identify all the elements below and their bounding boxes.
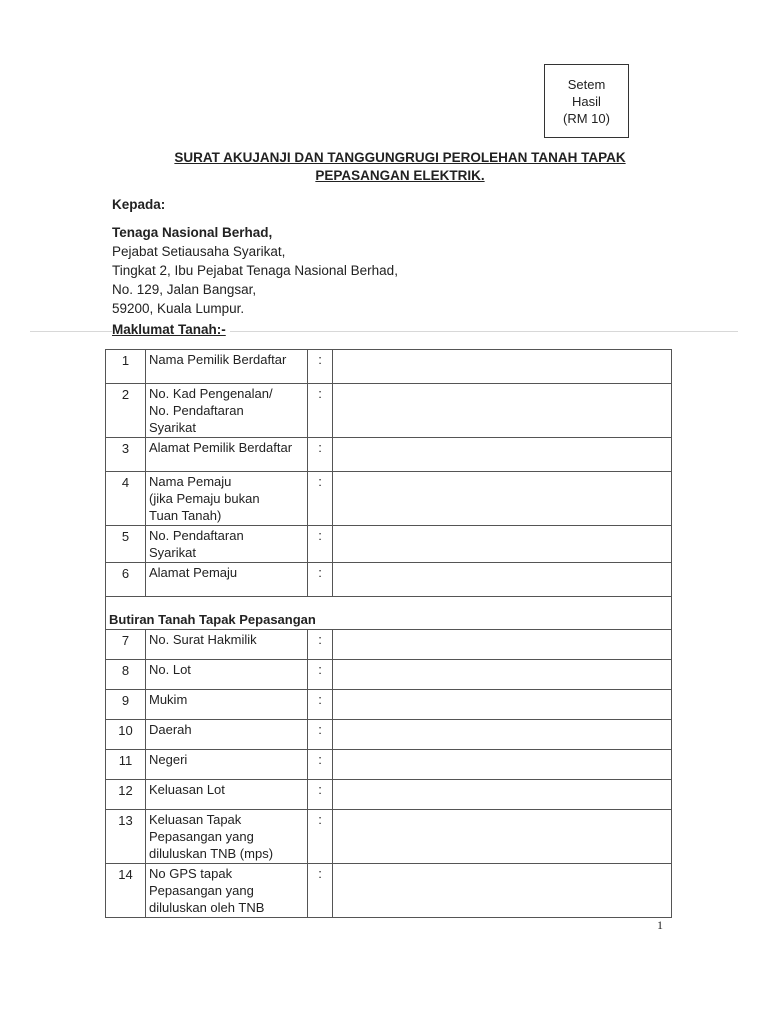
- recipient-heading: Kepada:: [112, 197, 166, 212]
- field-value-blank[interactable]: [333, 690, 672, 720]
- colon-separator: :: [308, 350, 333, 384]
- field-label-line: No. Lot: [149, 662, 191, 677]
- field-label-line: Pepasangan yang: [149, 883, 254, 898]
- field-label: [146, 350, 308, 384]
- field-label: [146, 630, 308, 660]
- address-line: 59200, Kuala Lumpur.: [112, 301, 245, 316]
- stamp-line: Hasil: [572, 93, 601, 109]
- field-label: [146, 384, 308, 438]
- form-row: [106, 350, 672, 384]
- row-number: 6: [106, 563, 146, 597]
- field-label-line: Tuan Tanah): [149, 508, 222, 523]
- recipient-address: [112, 223, 398, 318]
- form-row: [106, 472, 672, 526]
- field-label-line: Nama Pemilik Berdaftar: [149, 352, 287, 367]
- field-label-line: Negeri: [149, 752, 188, 767]
- field-label-line: diluluskan TNB (mps): [149, 846, 274, 861]
- colon-separator: :: [308, 750, 333, 780]
- colon-separator: :: [308, 810, 333, 864]
- colon-separator: :: [308, 864, 333, 918]
- row-number: 2: [106, 384, 146, 438]
- field-value-blank[interactable]: [333, 780, 672, 810]
- field-label-line: diluluskan oleh TNB: [149, 900, 265, 915]
- form-row: [106, 864, 672, 918]
- field-label: [146, 780, 308, 810]
- colon-separator: :: [308, 438, 333, 472]
- form-row: [106, 660, 672, 690]
- address-line: Pejabat Setiausaha Syarikat,: [112, 244, 286, 259]
- field-value-blank[interactable]: [333, 350, 672, 384]
- field-label-line: Keluasan Tapak: [149, 812, 242, 827]
- field-value-blank[interactable]: [333, 472, 672, 526]
- row-number: 11: [106, 750, 146, 780]
- row-number: 7: [106, 630, 146, 660]
- form-row: [106, 780, 672, 810]
- field-value-blank[interactable]: [333, 630, 672, 660]
- field-label: [146, 438, 308, 472]
- colon-separator: :: [308, 720, 333, 750]
- form-row: [106, 384, 672, 438]
- field-label: [146, 810, 308, 864]
- land-info-form-table: [105, 349, 672, 918]
- field-label: [146, 660, 308, 690]
- colon-separator: :: [308, 630, 333, 660]
- form-row: [106, 810, 672, 864]
- field-label-line: No. Kad Pengenalan/: [149, 386, 273, 401]
- row-number: 9: [106, 690, 146, 720]
- row-number: 4: [106, 472, 146, 526]
- section-heading-site-details: Butiran Tanah Tapak Pepasangan: [106, 597, 672, 630]
- field-label-line: Pepasangan yang: [149, 829, 254, 844]
- field-value-blank[interactable]: [333, 864, 672, 918]
- row-number: 13: [106, 810, 146, 864]
- field-label-line: Alamat Pemaju: [149, 565, 238, 580]
- field-label-line: No GPS tapak: [149, 866, 233, 881]
- address-line: Tingkat 2, Ibu Pejabat Tenaga Nasional Berhad,: [112, 263, 398, 278]
- row-number: 3: [106, 438, 146, 472]
- field-label: [146, 472, 308, 526]
- colon-separator: :: [308, 526, 333, 563]
- row-number: 10: [106, 720, 146, 750]
- colon-separator: :: [308, 563, 333, 597]
- field-label-line: Daerah: [149, 722, 192, 737]
- row-number: 14: [106, 864, 146, 918]
- field-value-blank[interactable]: [333, 810, 672, 864]
- form-row: [106, 690, 672, 720]
- colon-separator: :: [308, 690, 333, 720]
- stamp-line: Setem: [567, 76, 606, 92]
- field-label: [146, 526, 308, 563]
- field-label-line: No. Pendaftaran: [149, 528, 244, 543]
- section-heading-land-info: Maklumat Tanah:-: [112, 322, 230, 337]
- form-row: [106, 720, 672, 750]
- document-title-line-1: SURAT AKUJANJI DAN TANGGUNGRUGI PEROLEHAN TANAH TAPAK: [174, 150, 626, 165]
- form-row: [106, 526, 672, 563]
- field-label-line: (jika Pemaju bukan: [149, 491, 260, 506]
- document-title-line-2: PEPASANGAN ELEKTRIK.: [315, 168, 485, 183]
- section-row-site-details: [106, 597, 672, 630]
- field-label-line: Alamat Pemilik Berdaftar: [149, 440, 293, 455]
- field-value-blank[interactable]: [333, 750, 672, 780]
- colon-separator: :: [308, 384, 333, 438]
- field-label: [146, 563, 308, 597]
- field-value-blank[interactable]: [333, 720, 672, 750]
- field-label-line: Nama Pemaju: [149, 474, 232, 489]
- address-line: No. 129, Jalan Bangsar,: [112, 282, 257, 297]
- field-value-blank[interactable]: [333, 384, 672, 438]
- row-number: 8: [106, 660, 146, 690]
- field-label: [146, 864, 308, 918]
- form-row: [106, 438, 672, 472]
- field-label-line: No. Surat Hakmilik: [149, 632, 257, 647]
- field-value-blank[interactable]: [333, 563, 672, 597]
- colon-separator: :: [308, 660, 333, 690]
- page-number: 1: [657, 918, 663, 932]
- field-label-line: No. Pendaftaran: [149, 403, 244, 418]
- field-value-blank[interactable]: [333, 660, 672, 690]
- row-number: 12: [106, 780, 146, 810]
- field-label: [146, 750, 308, 780]
- stamp-line: (RM 10): [563, 110, 610, 126]
- field-label-line: Mukim: [149, 692, 188, 707]
- row-number: 1: [106, 350, 146, 384]
- form-row: [106, 563, 672, 597]
- field-label-line: Keluasan Lot: [149, 782, 225, 797]
- form-row: [106, 630, 672, 660]
- field-value-blank[interactable]: [333, 438, 672, 472]
- colon-separator: :: [308, 780, 333, 810]
- field-value-blank[interactable]: [333, 526, 672, 563]
- revenue-stamp-box: [544, 64, 629, 138]
- row-number: 5: [106, 526, 146, 563]
- recipient-organisation: Tenaga Nasional Berhad,: [112, 225, 273, 240]
- field-label: [146, 690, 308, 720]
- field-label-line: Syarikat: [149, 545, 196, 560]
- field-label: [146, 720, 308, 750]
- form-row: [106, 750, 672, 780]
- colon-separator: :: [308, 472, 333, 526]
- field-label-line: Syarikat: [149, 420, 196, 435]
